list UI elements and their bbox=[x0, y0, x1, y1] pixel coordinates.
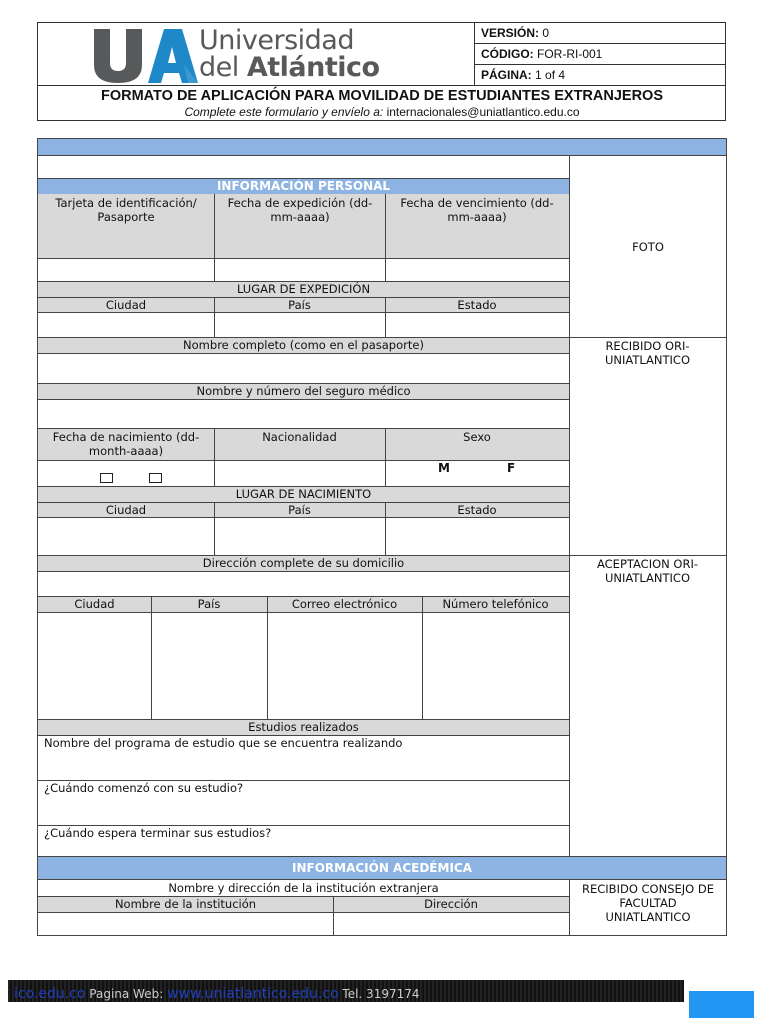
program-name-field[interactable] bbox=[39, 752, 568, 779]
corner-action-button[interactable] bbox=[689, 991, 754, 1018]
label-insurance: Nombre y número del seguro médico bbox=[196, 384, 411, 398]
issue-date-field[interactable] bbox=[215, 259, 384, 280]
checkbox-1[interactable] bbox=[100, 473, 113, 483]
photo-label: FOTO bbox=[632, 240, 664, 254]
divider bbox=[38, 178, 569, 179]
contact-city-field[interactable] bbox=[39, 613, 150, 718]
phone-field[interactable] bbox=[423, 613, 568, 718]
page-subtitle bbox=[38, 105, 726, 119]
address-field[interactable] bbox=[39, 572, 568, 595]
footer-phone: Tel. 3197174 bbox=[342, 987, 420, 1001]
label-nationality: Nacionalidad bbox=[262, 430, 337, 444]
version-value: 0 bbox=[542, 26, 550, 40]
divider bbox=[38, 879, 726, 880]
label-issue-date: Fecha de expedición (dd-mm-aaaa) bbox=[227, 196, 373, 224]
footer-email-link[interactable]: ico.edu.co bbox=[14, 987, 86, 1001]
label-institution-address: Dirección bbox=[424, 897, 478, 911]
label-address: Dirección complete de su domicilio bbox=[202, 556, 405, 570]
label-program-name: Nombre del programa de estudio que se encuentra realizando bbox=[44, 736, 403, 750]
label-issue-country: País bbox=[288, 298, 311, 312]
institution-name-field[interactable] bbox=[39, 913, 332, 935]
birth-state-field[interactable] bbox=[386, 518, 568, 554]
label-full-name: Nombre completo (como en el pasaporte) bbox=[183, 338, 424, 352]
page-cell bbox=[474, 65, 726, 85]
birth-country-field[interactable] bbox=[215, 518, 384, 554]
received-council-label: RECIBIDO CONSEJO DE FACULTAD UNIATLANTICO bbox=[582, 882, 714, 924]
label-id-card: Tarjeta de identificación/ Pasaporte bbox=[55, 196, 197, 224]
institution-address-field[interactable] bbox=[334, 913, 568, 935]
logo-text-atlantico: Atlántico bbox=[246, 52, 380, 83]
page-title: FORMATO DE APLICACIÓN PARA MOVILIDAD DE ESTUDIANTES EXTRANJEROS bbox=[100, 88, 664, 104]
divider bbox=[385, 428, 386, 486]
received-ori-label: RECIBIDO ORI-UNIATLANTICO bbox=[604, 339, 691, 367]
label-issue-place: LUGAR DE EXPEDICIÓN bbox=[236, 282, 371, 296]
full-name-field[interactable] bbox=[39, 354, 568, 383]
sex-female-option[interactable]: F bbox=[507, 461, 516, 475]
logo-text-line1: Universidad bbox=[199, 25, 354, 56]
issue-state-field[interactable] bbox=[386, 313, 568, 336]
university-logo bbox=[38, 23, 474, 85]
logo-text-line2 bbox=[199, 52, 380, 83]
label-birth-place: LUGAR DE NACIMIENTO bbox=[235, 487, 372, 501]
sex-male-option[interactable]: M bbox=[438, 461, 450, 475]
label-contact-country: País bbox=[197, 597, 221, 611]
code-cell bbox=[474, 44, 726, 65]
label-sex: Sexo bbox=[463, 430, 491, 444]
page-value: 1 of 4 bbox=[535, 68, 566, 82]
label-start-question: ¿Cuándo comenzó con su estudio? bbox=[44, 781, 244, 795]
label-institution-name: Nombre de la institución bbox=[114, 897, 257, 911]
form-top-bar bbox=[38, 139, 726, 155]
label-birth-country: País bbox=[288, 503, 311, 517]
checkbox-2[interactable] bbox=[149, 473, 162, 483]
code-label: CÓDIGO: bbox=[481, 47, 534, 61]
footer-text bbox=[14, 987, 674, 1001]
end-date-field[interactable] bbox=[39, 842, 568, 856]
header-divider bbox=[38, 85, 726, 86]
label-expiry-date: Fecha de vencimiento (dd-mm-aaaa) bbox=[400, 196, 554, 224]
start-date-field[interactable] bbox=[39, 797, 568, 824]
label-foreign-institution: Nombre y dirección de la institución extranjera bbox=[168, 881, 439, 895]
section-personal-info: INFORMACIÓN PERSONAL bbox=[38, 178, 569, 194]
footer-web-link[interactable]: www.uniatlantico.edu.co bbox=[167, 987, 339, 1001]
version-label: VERSIÓN: bbox=[481, 26, 540, 40]
code-value: FOR-RI-001 bbox=[537, 47, 603, 61]
label-issue-state: Estado bbox=[457, 298, 497, 312]
label-birth-date: Fecha de nacimiento (dd-month-aaaa) bbox=[52, 430, 200, 458]
label-end-question: ¿Cuándo espera terminar sus estudios? bbox=[44, 826, 272, 840]
id-card-field[interactable] bbox=[39, 259, 213, 280]
label-birth-city: Ciudad bbox=[105, 503, 147, 517]
issue-country-field[interactable] bbox=[215, 313, 384, 336]
expiry-date-field[interactable] bbox=[386, 259, 568, 280]
acceptance-ori-label: ACEPTACION ORI-UNIATLANTICO bbox=[596, 557, 698, 585]
subtitle-prefix: Complete este formulario y envíelo a: bbox=[184, 105, 384, 119]
version-cell bbox=[474, 23, 726, 44]
label-contact-city: Ciudad bbox=[74, 597, 115, 611]
label-studies: Estudios realizados bbox=[248, 720, 359, 734]
section-academic-info: INFORMACIÓN ACEDÉMICA bbox=[38, 857, 726, 879]
insurance-field[interactable] bbox=[39, 400, 568, 428]
nationality-field[interactable] bbox=[215, 461, 384, 485]
contact-email: internacionales@uniatlantico.edu.co bbox=[386, 105, 580, 119]
birth-city-field[interactable] bbox=[39, 518, 213, 554]
issue-city-field[interactable] bbox=[39, 313, 213, 336]
label-email: Correo electrónico bbox=[291, 597, 398, 611]
contact-country-field[interactable] bbox=[152, 613, 266, 718]
label-issue-city: Ciudad bbox=[105, 298, 147, 312]
email-field[interactable] bbox=[268, 613, 421, 718]
photo-box[interactable] bbox=[571, 156, 726, 336]
label-phone: Número telefónico bbox=[442, 597, 549, 611]
page-label: PÁGINA: bbox=[481, 68, 532, 82]
footer-web-label: Pagina Web: bbox=[89, 987, 164, 1001]
logo-text-del: del bbox=[199, 52, 239, 83]
right-column-divider bbox=[569, 155, 570, 935]
label-birth-state: Estado bbox=[457, 503, 497, 517]
